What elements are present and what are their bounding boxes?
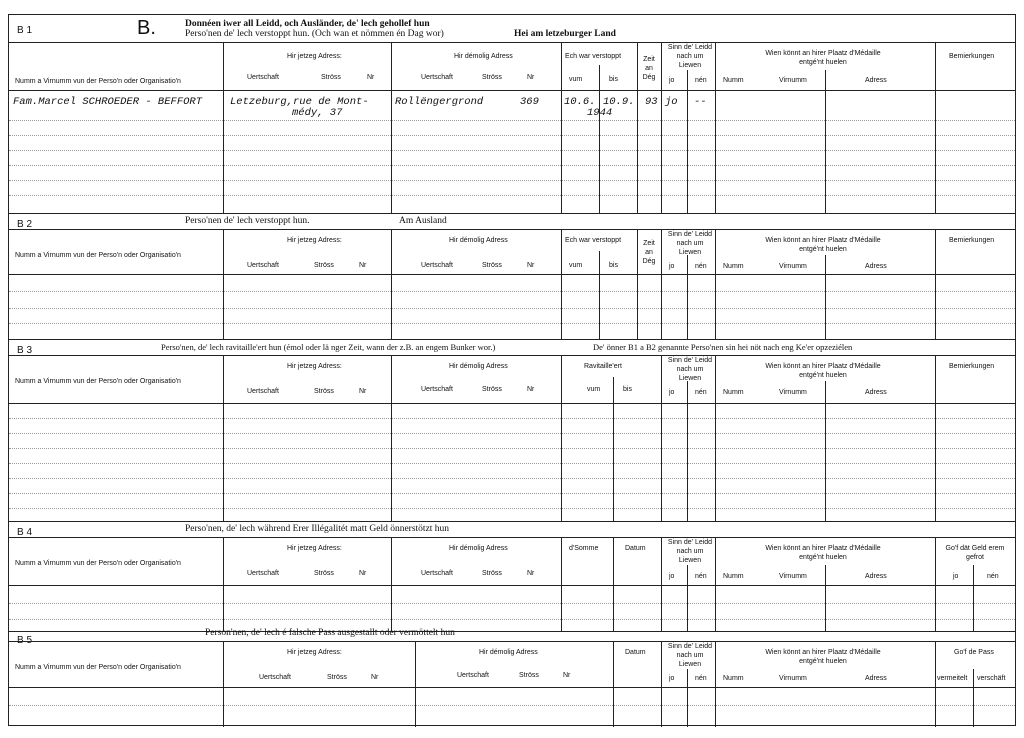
col-medal-address: Adress [865, 675, 887, 682]
col-street: Ströss [482, 386, 502, 393]
col-number: Nr [563, 672, 571, 679]
col-medal-first: Virnumm [779, 573, 807, 580]
section-heading: Donnéen iwer all Leidd, och Ausländer, de' lech gehollef hun [185, 19, 430, 29]
col-lives: Sinn de' Leidd nach um Liewen [667, 44, 713, 69]
col-medal-name: Numm [723, 389, 744, 396]
col-medal-name: Numm [723, 675, 744, 682]
col-name-header: Numm a Virnumm vun der Perso'n oder Organisatio'n [15, 378, 181, 385]
section-note: De' önner B1 a B2 genannte Perso'nen sin hei nöt nach eng Ke'er opzeziélen [593, 342, 853, 352]
col-from: vum [569, 262, 583, 269]
col-yes: jo [669, 389, 675, 396]
col-medal-first: Virnumm [779, 263, 807, 270]
entry-to: 10.9. [603, 96, 635, 108]
col-number: Nr [527, 262, 535, 269]
col-number: Nr [367, 74, 375, 81]
col-locality: Uertschaft [247, 570, 279, 577]
col-name-header: Numm a Virnumm vun der Perso'n oder Organisatio'n [15, 78, 181, 85]
section-code: B 3 [17, 345, 33, 356]
col-money-returned: Go'f dät Geld erem gefrot [945, 545, 1005, 561]
col-lives: Sinn de' Leidd nach um Liewen [667, 357, 713, 382]
col-medal-address: Adress [865, 573, 887, 580]
entry-former-number: 369 [520, 96, 539, 108]
col-medal: Wien könnt an hirer Plaatz d'Médaille entgé'nt huelen [765, 649, 881, 665]
col-street: Ströss [327, 674, 347, 681]
col-no: nén [695, 77, 707, 84]
col-name-header: Numm a Virnumm vun der Perso'n oder Organisatio'n [15, 664, 181, 671]
col-former-address: Hir démolig Adress [449, 545, 508, 552]
col-yes: jo [669, 573, 675, 580]
entry-current-address-2: médy, 37 [292, 107, 343, 119]
col-date: Datum [625, 545, 646, 552]
col-medal: Wien könnt an hirer Plaatz d'Médaille entgé'nt huelen [765, 363, 881, 379]
col-from: vum [587, 386, 601, 393]
entry-name: Fam.Marcel SCHROEDER - BEFFORT [13, 96, 203, 108]
col-no: nén [695, 573, 707, 580]
entry-former-locality: Rollëngergrond [395, 96, 484, 108]
col-to: bis [609, 76, 618, 83]
col-number: Nr [527, 386, 535, 393]
col-pass-burned: verschäft [977, 675, 1006, 682]
col-locality: Uertschaft [421, 262, 453, 269]
col-locality: Uertschaft [247, 74, 279, 81]
col-current-address: Hir jetzeg Adress: [287, 363, 342, 370]
col-locality: Uertschaft [421, 386, 453, 393]
col-street: Ströss [482, 262, 502, 269]
col-lives: Sinn de' Leidd nach um Liewen [667, 643, 713, 668]
col-to: bis [609, 262, 618, 269]
section-subheading: Am Ausland [399, 216, 447, 226]
col-medal-name: Numm [723, 573, 744, 580]
col-former-address: Hir démolig Adress [454, 53, 513, 60]
col-locality: Uertschaft [421, 74, 453, 81]
col-hidden: Ech war verstoppt [565, 237, 622, 244]
form-letter: B. [137, 17, 156, 39]
col-street: Ströss [314, 388, 334, 395]
col-number: Nr [527, 74, 535, 81]
col-number: Nr [371, 674, 379, 681]
col-lives: Sinn de' Leidd nach um Liewen [667, 231, 713, 256]
col-remarks: Bemierkungen [949, 53, 995, 60]
col-medal: Wien könnt an hirer Plaatz d'Médaille entgé'nt huelen [765, 545, 881, 561]
col-from: vum [569, 76, 583, 83]
section-heading: Perso'nen de' lech verstoppt hun. [185, 216, 310, 226]
col-medal-address: Adress [865, 77, 887, 84]
col-medal-first: Virnumm [779, 675, 807, 682]
col-yes: jo [669, 77, 675, 84]
col-medal-name: Numm [723, 263, 744, 270]
section-code: B 2 [17, 219, 33, 230]
col-no: nén [695, 263, 707, 270]
col-former-address: Hir démolig Adress [479, 649, 538, 656]
col-to: bis [623, 386, 632, 393]
col-medal: Wien könnt an hirer Plaatz d'Médaille entgé'nt huelen [765, 237, 881, 253]
section-heading: Perso'nen, de' lech während Erer Illégalitét matt Geld önnerstötzt hun [185, 524, 450, 534]
col-yes: jo [669, 263, 675, 270]
section-heading: Person'nen, de' lech é falsche Pass ausgestallt oder vermöttelt hun [205, 628, 455, 638]
col-current-address: Hir jetzeg Adress: [287, 545, 342, 552]
col-current-address: Hir jetzeg Adress: [287, 649, 342, 656]
section-heading-2: Perso'nen de' lech verstoppt hun. (Och wan et nömmen én Dag wor) [185, 29, 444, 39]
col-no: nén [695, 675, 707, 682]
col-no: nén [695, 389, 707, 396]
col-former-address: Hir démolig Adress [449, 237, 508, 244]
col-street: Ströss [482, 570, 502, 577]
entry-dead: -- [694, 96, 707, 108]
entry-from: 10.6. [564, 96, 596, 108]
col-former-address: Hir démolig Adress [449, 363, 508, 370]
col-street: Ströss [321, 74, 341, 81]
entry-year: 1944 [587, 107, 613, 119]
col-locality: Uertschaft [247, 262, 279, 269]
col-number: Nr [359, 570, 367, 577]
entry-alive: jo [665, 96, 678, 108]
col-date: Datum [625, 649, 646, 656]
col-locality: Uertschaft [457, 672, 489, 679]
col-lives: Sinn de' Leidd nach um Liewen [667, 539, 713, 564]
col-medal-first: Virnumm [779, 389, 807, 396]
section-code: B 5 [17, 635, 33, 646]
col-street: Ströss [519, 672, 539, 679]
col-locality: Uertschaft [247, 388, 279, 395]
col-time: Zeit an Dég [642, 56, 656, 81]
section-heading: Perso'nen, de' lech ravitaille'ert hun (émol oder lä nger Zeit, wann der z.B. an engem Bunker wor.) [161, 342, 496, 352]
col-medal-name: Numm [723, 77, 744, 84]
col-time: Zeit an Dég [642, 240, 656, 265]
col-number: Nr [359, 388, 367, 395]
col-remarks: Bemierkungen [949, 363, 995, 370]
col-sum: d'Somme [569, 545, 599, 552]
col-medal-first: Virnumm [779, 77, 807, 84]
col-remarks: Bemierkungen [949, 237, 995, 244]
col-pass: Go'f de Pass [954, 649, 994, 656]
col-medal-address: Adress [865, 263, 887, 270]
col-street: Ströss [482, 74, 502, 81]
col-number: Nr [527, 570, 535, 577]
col-pass-kept: vermeitelt [937, 675, 968, 682]
section-code: B 1 [17, 25, 33, 36]
col-current-address: Hir jetzeg Adress: [287, 237, 342, 244]
col-yes: jo [953, 573, 959, 580]
col-no: nén [987, 573, 999, 580]
col-street: Ströss [314, 570, 334, 577]
col-street: Ströss [314, 262, 334, 269]
col-medal: Wien könnt an hirer Plaatz d'Médaille entgé'nt huelen [765, 50, 881, 66]
col-name-header: Numm a Virnumm vun der Perso'n oder Organisatio'n [15, 560, 181, 567]
entry-days: 93 [645, 96, 658, 108]
col-yes: jo [669, 675, 675, 682]
col-locality: Uertschaft [259, 674, 291, 681]
form-frame [8, 14, 1016, 726]
col-locality: Uertschaft [421, 570, 453, 577]
col-current-address: Hir jetzeg Adress: [287, 53, 342, 60]
section-code: B 4 [17, 527, 33, 538]
col-name-header: Numm a Virnumm vun der Perso'n oder Organisatio'n [15, 252, 181, 259]
section-subheading: Hei am letzeburger Land [514, 29, 616, 39]
col-number: Nr [359, 262, 367, 269]
col-hidden: Ech war verstoppt [565, 53, 622, 60]
col-medal-address: Adress [865, 389, 887, 396]
col-supplied: Ravitaille'ert [584, 363, 622, 370]
entry-current-address: Letzeburg,rue de Mont- [230, 96, 369, 108]
